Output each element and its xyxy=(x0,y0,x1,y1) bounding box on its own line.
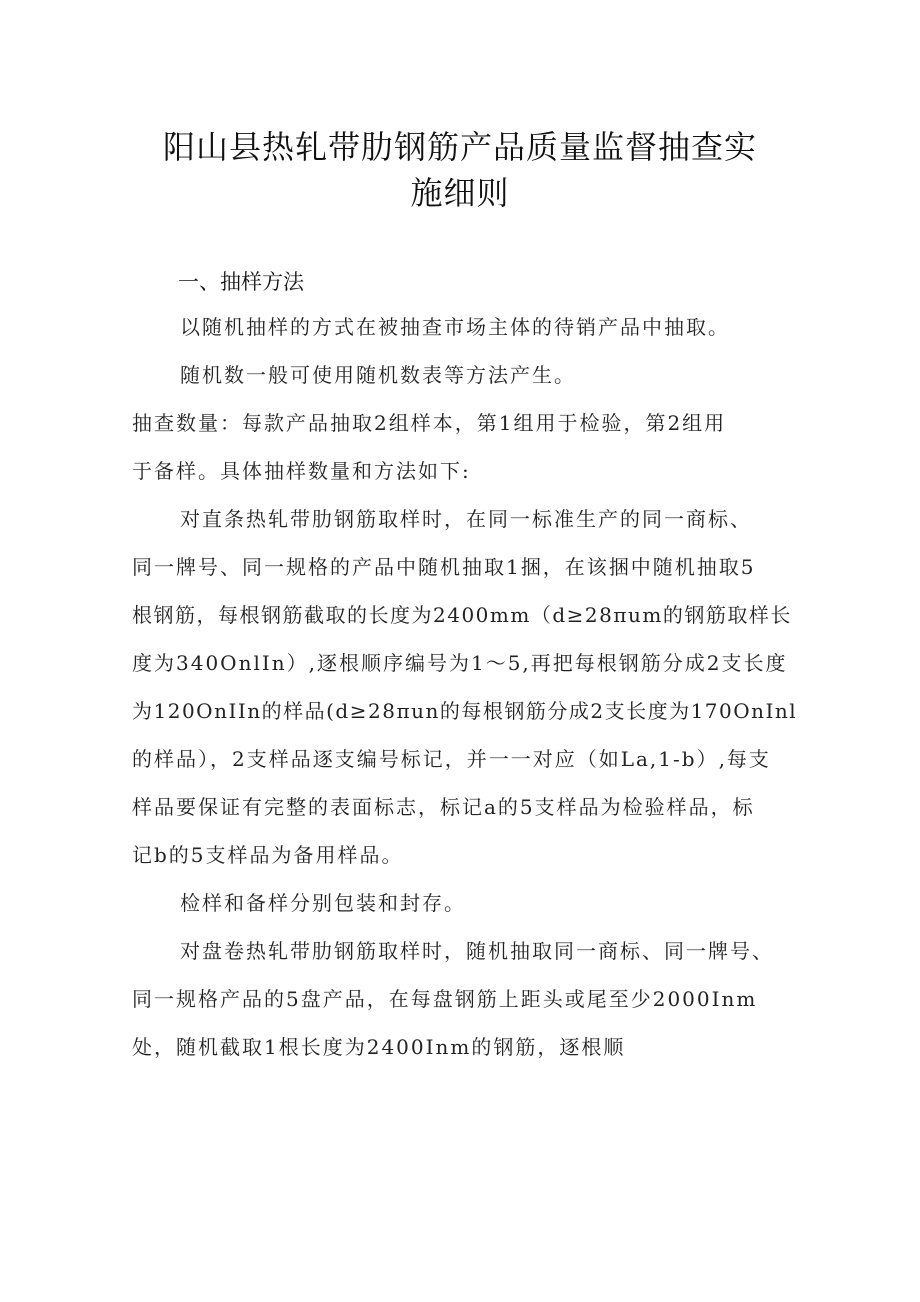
body-line: 根钢筋，每根钢筋截取的长度为2400mm（d≥28πum的钢筋取样长 xyxy=(132,603,792,627)
body-line: 同一牌号、同一规格的产品中随机抽取1捆，在该捆中随机抽取5 xyxy=(132,555,756,579)
document-title-line-2: 施细则 xyxy=(410,174,510,212)
document-title-line-1: 阳山县热轧带肋钢筋产品质量监督抽查实 xyxy=(162,128,757,166)
body-line: 为120OnIIn的样品(d≥28πun的每根钢筋分成2支长度为170OnInl xyxy=(132,699,798,723)
body-line: 以随机抽样的方式在被抽查市场主体的待销产品中抽取。 xyxy=(180,315,730,339)
body-line: 同一规格产品的5盘产品，在每盘钢筋上距头或尾至少2000Inm xyxy=(132,987,758,1011)
body-line: 抽查数量：每款产品抽取2组样本，第1组用于检验，第2组用 xyxy=(132,411,727,435)
body-line: 度为340OnlIn）,逐根顺序编号为1～5,再把每根钢筋分成2支长度 xyxy=(132,651,788,675)
body-line: 处，随机截取1根长度为2400Inm的钢筋，逐根顺 xyxy=(132,1035,626,1059)
body-line: 对直条热轧带肋钢筋取样时，在同一标准生产的同一商标、 xyxy=(180,507,752,531)
body-line: 随机数一般可使用随机数表等方法产生。 xyxy=(180,363,576,387)
body-line: 记b的5支样品为备用样品。 xyxy=(132,843,404,867)
section-heading: 一、抽样方法 xyxy=(178,270,304,294)
body-line: 检样和备样分别包装和封存。 xyxy=(180,891,466,915)
body-line: 于备样。具体抽样数量和方法如下: xyxy=(132,459,471,483)
body-line: 对盘卷热轧带肋钢筋取样时，随机抽取同一商标、同一牌号、 xyxy=(180,939,774,963)
body-line: 样品要保证有完整的表面标志，标记a的5支样品为检验样品，标 xyxy=(132,795,755,819)
body-line: 的样品），2支样品逐支编号标记，并一一对应（如La,1-b）,每支 xyxy=(132,747,771,771)
